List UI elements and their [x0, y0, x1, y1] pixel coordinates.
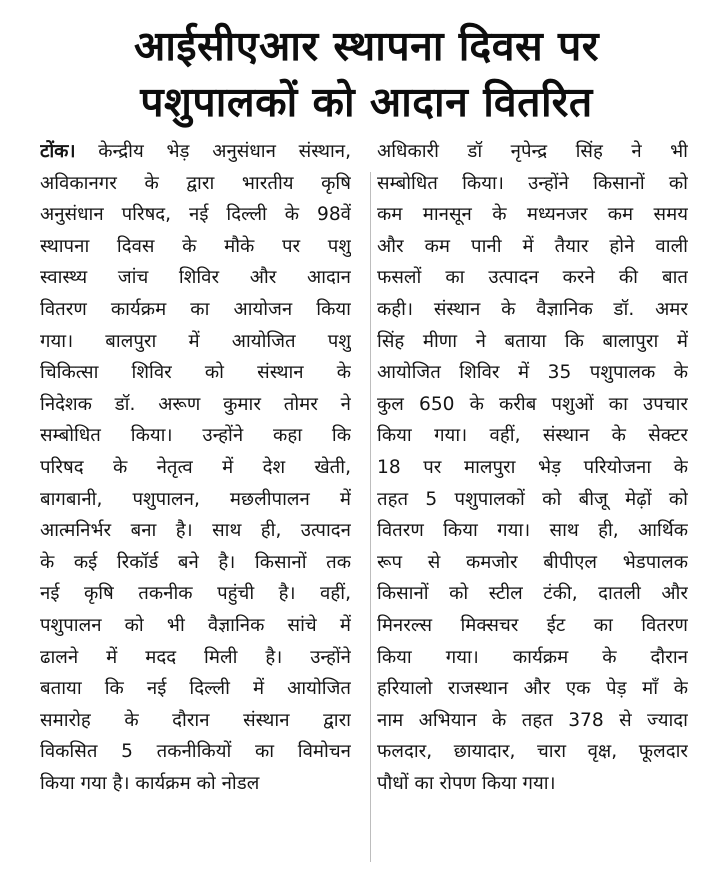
article-line: आत्मनिर्भर बना है। साथ ही, उत्पादन: [40, 520, 351, 542]
dateline: टोंक।: [40, 141, 76, 162]
article-line: फलदार, छायादार, चारा वृक्ष, फूलदार: [377, 741, 688, 763]
article-line: अविकानगर के द्वारा भारतीय कृषि: [40, 172, 351, 194]
article-line: बागबानी, पशुपालन, मछलीपालन में: [40, 488, 351, 510]
article-line: नई कृषि तकनीक पहुंची है। वहीं,: [40, 583, 351, 605]
article-line: सम्बोधित किया। उन्होंने किसानों को: [377, 172, 688, 194]
article-column-right: [377, 136, 688, 799]
article-line-text: केन्द्रीय भेड़ अनुसंधान संस्थान,: [75, 141, 351, 162]
article-line: पशुपालन को भी वैज्ञानिक सांचे में: [40, 614, 351, 636]
article-line: [40, 136, 351, 168]
article-line: आयोजित शिविर में 35 पशुपालक के: [377, 362, 688, 384]
article-line: के कई रिकॉर्ड बने है। किसानों तक: [40, 551, 351, 573]
article-line: निदेशक डॉ. अरूण कुमार तोमर ने: [40, 393, 351, 415]
article-line: नाम अभियान के तहत 378 से ज्यादा: [377, 709, 688, 731]
article-line: रूप से कमजोर बीपीएल भेडपालक: [377, 551, 688, 573]
article-line: विकसित 5 तकनीकियों का विमोचन: [40, 741, 351, 763]
headline-line-1: आईसीएआर स्थापना दिवस पर: [133, 22, 600, 70]
article-line: कम मानसून के मध्यनजर कम समय: [377, 204, 688, 226]
article-line: सिंह मीणा ने बताया कि बालापुरा में: [377, 330, 688, 352]
article-line: कही। संस्थान के वैज्ञानिक डॉ. अमर: [377, 298, 688, 320]
article-line: स्वास्थ्य जांच शिविर और आदान: [40, 267, 351, 289]
article-line: पौधों का रोपण किया गया।: [377, 772, 556, 794]
article-line: किया गया। वहीं, संस्थान के सेक्टर: [377, 425, 688, 447]
article-line: स्थापना दिवस के मौके पर पशु: [40, 235, 351, 257]
article-line: सम्बोधित किया। उन्होंने कहा कि: [40, 425, 351, 447]
article-line: ढालने में मदद मिली है। उन्होंने: [40, 646, 351, 668]
article-body: [40, 136, 693, 799]
article-line: किसानों को स्टील टंकी, दातली और: [377, 583, 688, 605]
article-line: बताया कि नई दिल्ली में आयोजित: [40, 678, 351, 700]
article-line: 18 पर मालपुरा भेड़ परियोजना के: [377, 456, 688, 478]
article-line: किया गया है। कार्यक्रम को नोडल: [40, 772, 260, 794]
article-line: तहत 5 पशुपालकों को बीजू मेढ़ों को: [377, 488, 688, 510]
article-line: फसलों का उत्पादन करने की बात: [377, 267, 688, 289]
article-line: चिकित्सा शिविर को संस्थान के: [40, 362, 351, 384]
headline: [40, 18, 693, 130]
article-line: वितरण किया गया। साथ ही, आर्थिक: [377, 520, 688, 542]
article-line: कुल 650 के करीब पशुओं का उपचार: [377, 393, 688, 415]
article-line: गया। बालपुरा में आयोजित पशु: [40, 330, 351, 352]
article-line: किया गया। कार्यक्रम के दौरान: [377, 646, 688, 668]
headline-line-2: पशुपालकों को आदान वितरित: [140, 78, 593, 126]
article-line: मिनरल्स मिक्सचर ईट का वितरण: [377, 614, 688, 636]
article-line: और कम पानी में तैयार होने वाली: [377, 235, 688, 257]
article-line: परिषद के नेतृत्व में देश खेती,: [40, 456, 351, 478]
article-column-left: [40, 136, 351, 799]
article-line: हरियालो राजस्थान और एक पेड़ माँ के: [377, 678, 688, 700]
article-line: समारोह के दौरान संस्थान द्वारा: [40, 709, 351, 731]
article-line: अनुसंधान परिषद, नई दिल्ली के 98वें: [40, 204, 351, 226]
column-divider: [370, 172, 371, 862]
article-line: अधिकारी डॉ नृपेन्द्र सिंह ने भी: [377, 141, 688, 162]
article-line: वितरण कार्यक्रम का आयोजन किया: [40, 298, 351, 320]
